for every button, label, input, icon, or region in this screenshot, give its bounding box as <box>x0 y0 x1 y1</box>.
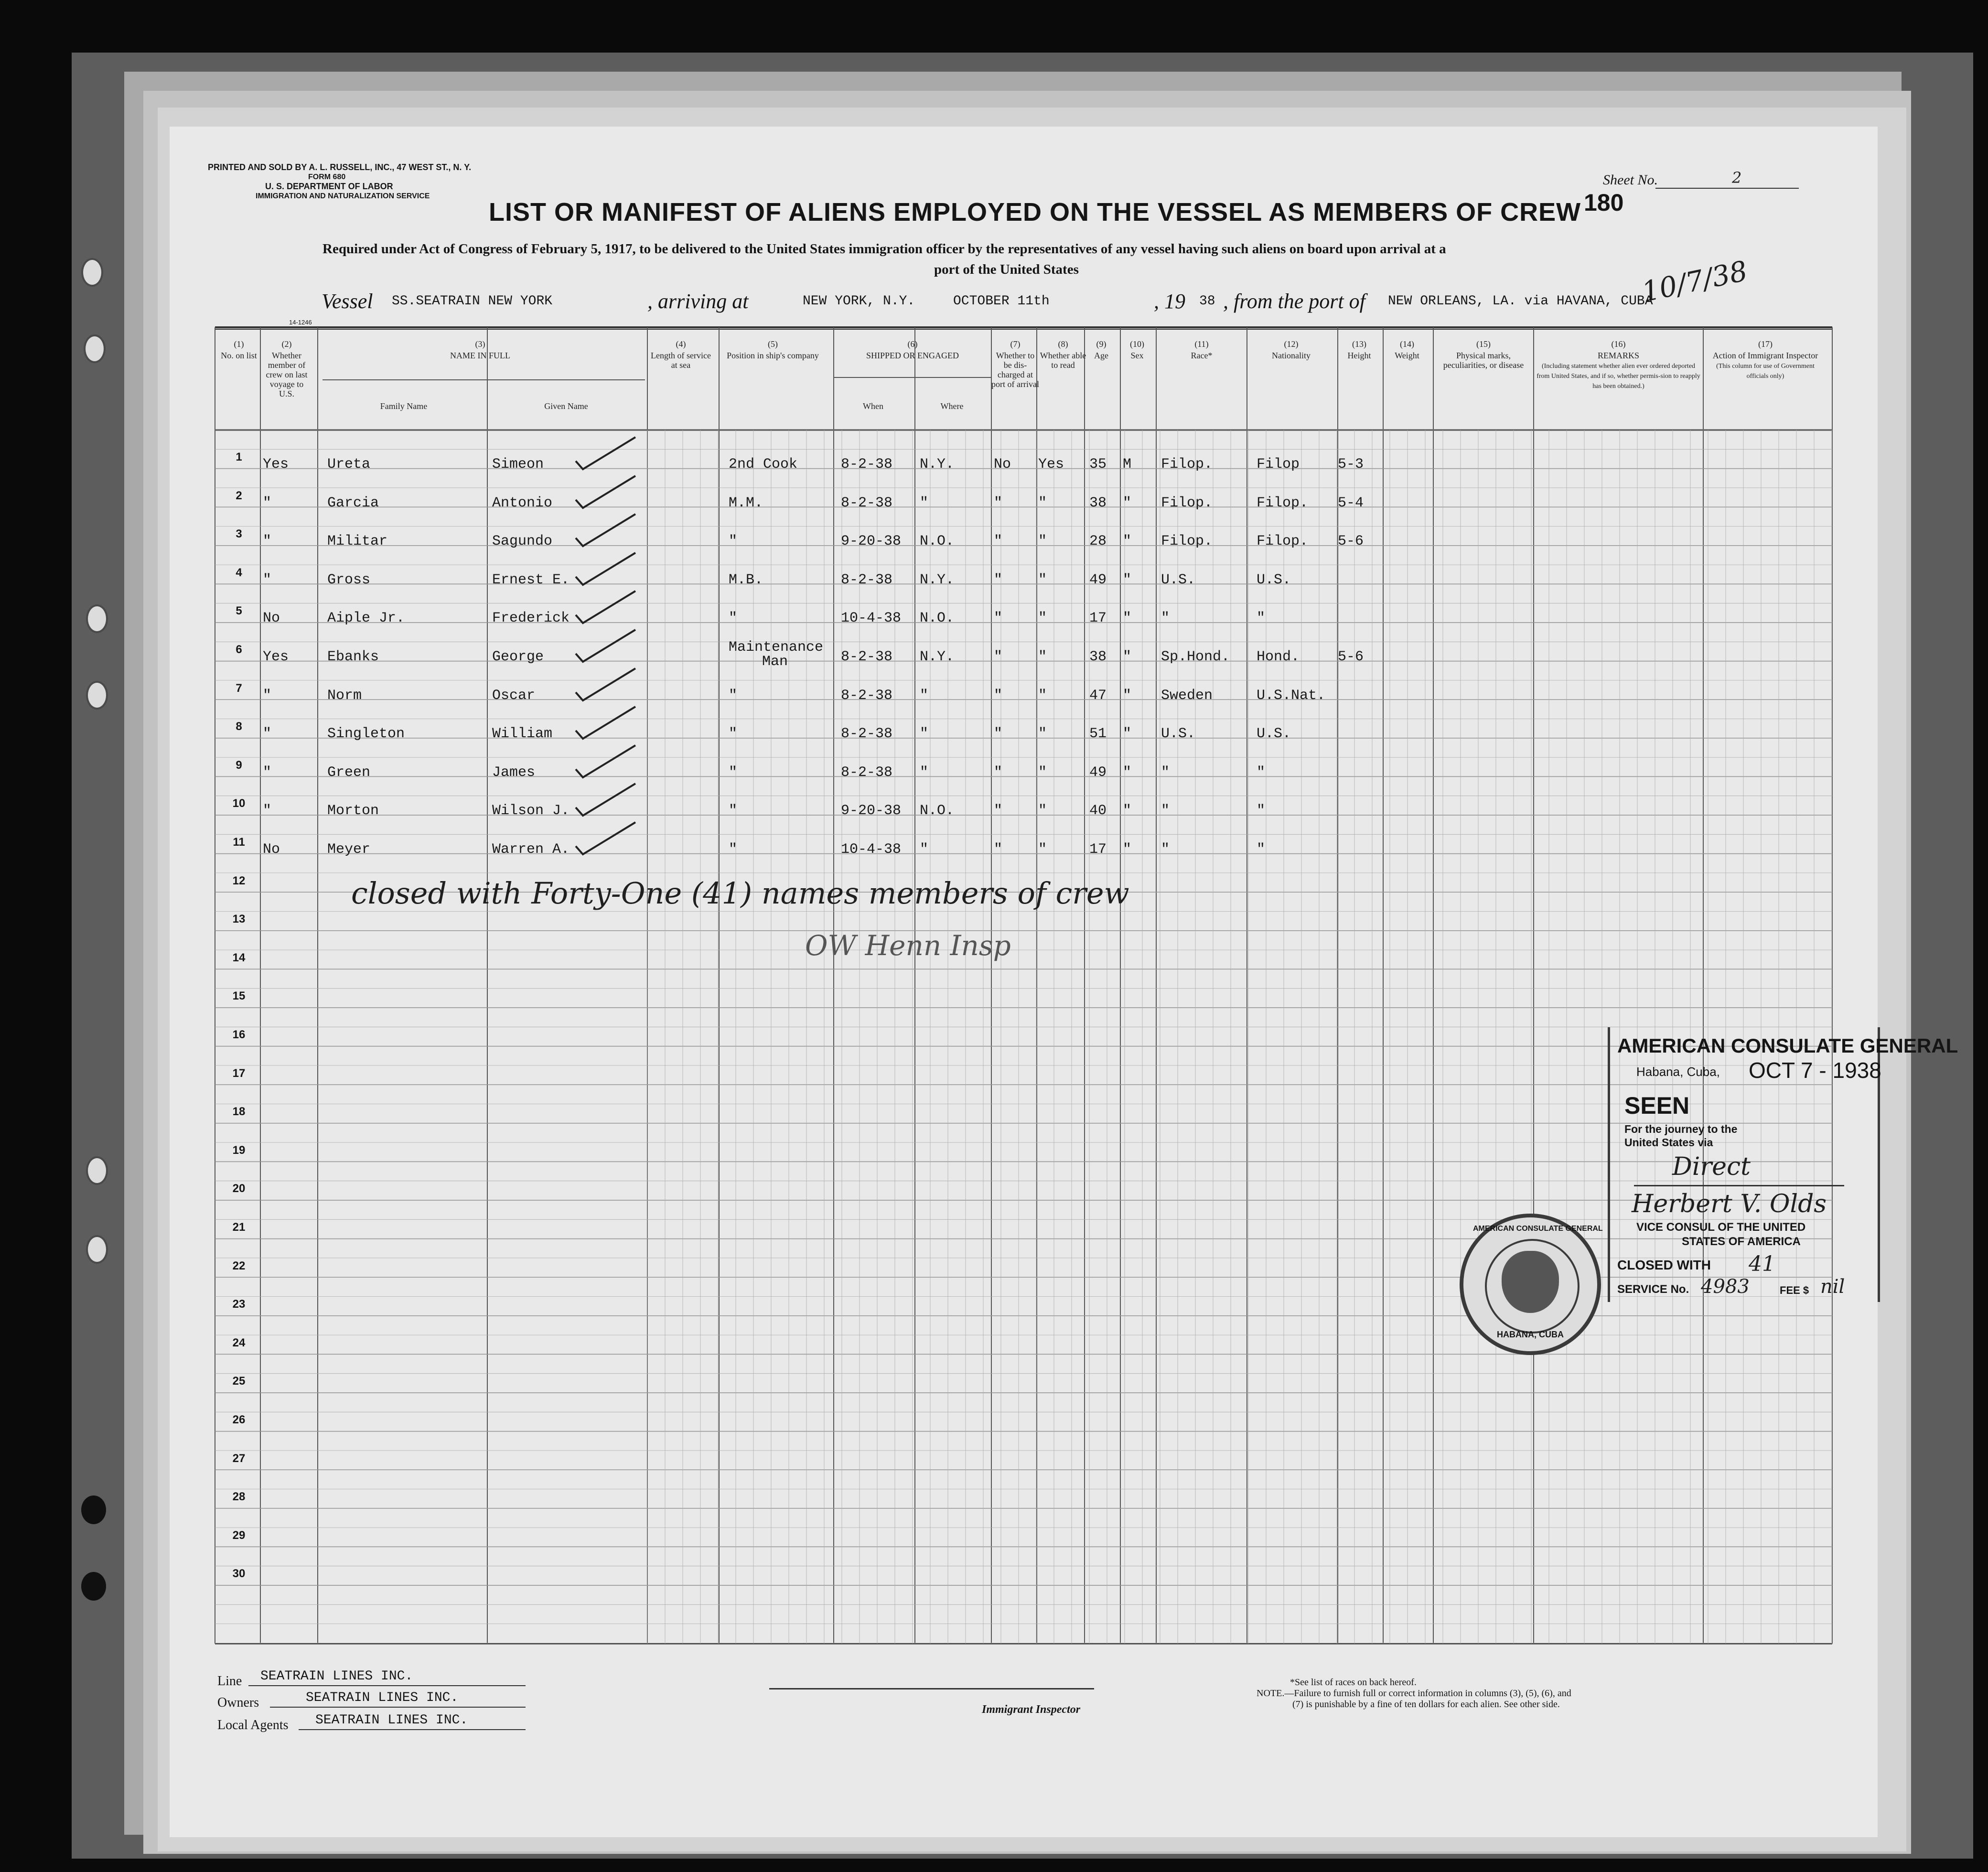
shipped-when-cell: 9-20-38 <box>841 533 902 550</box>
row-number: 4 <box>236 566 242 579</box>
col-header-17: (17) Action of Immigrant Inspector (This column for use of Government officials only) <box>1712 339 1818 380</box>
col-header-2: (2) Whether member of crew on last voyage to U.S. <box>266 339 308 398</box>
arrival-port: NEW YORK, N.Y. <box>803 294 915 309</box>
shipped-where-cell: " <box>920 841 929 858</box>
race-cell: " <box>1161 803 1170 819</box>
race-cell: " <box>1161 841 1170 858</box>
sex-cell: " <box>1123 726 1132 742</box>
shipped-where-cell: N.Y. <box>920 571 955 588</box>
shipped-when-cell: 10-4-38 <box>841 841 902 858</box>
form-code: 14-1246 <box>289 319 312 326</box>
department: U. S. DEPARTMENT OF LABOR <box>265 182 393 191</box>
shipped-when-cell: 8-2-38 <box>841 495 893 511</box>
shipped-where-cell: N.Y. <box>920 456 955 473</box>
footer-owners-label: Owners <box>217 1695 259 1710</box>
shipped-when-cell: 8-2-38 <box>841 726 893 742</box>
col-header-9: (9) Age <box>1094 339 1108 360</box>
col-header-1: (1) No. on list <box>221 339 257 360</box>
given-name-cell: Ernest E. <box>492 571 570 588</box>
col-header-8: (8) Whether able to read <box>1040 339 1086 370</box>
discharged-cell: " <box>994 495 1003 511</box>
row-number: 15 <box>232 990 246 1003</box>
able-to-read-cell: " <box>1038 841 1047 858</box>
binder-hole <box>81 258 103 287</box>
family-name-cell: Gross <box>327 571 371 588</box>
nationality-cell: " <box>1257 841 1266 858</box>
shipped-when-cell: 8-2-38 <box>841 649 893 665</box>
last-voyage-cell: Yes <box>263 456 289 473</box>
shipped-when-cell: 8-2-38 <box>841 456 893 473</box>
check-mark-icon <box>573 666 640 707</box>
family-name-cell: Norm <box>327 687 362 704</box>
consulate-seal <box>1460 1214 1601 1355</box>
row-number: 14 <box>232 951 246 964</box>
stamp-vice-consul: VICE CONSUL OF THE UNITED <box>1636 1221 1806 1234</box>
row-number: 28 <box>232 1490 246 1504</box>
col-header-3-family: Family Name <box>380 401 428 411</box>
footer-owners-value: SEATRAIN LINES INC. <box>306 1690 459 1705</box>
row-number: 13 <box>232 913 246 926</box>
col-header-6-where: Where <box>940 401 964 411</box>
shipped-where-cell: N.O. <box>920 803 955 819</box>
arrival-year: 38 <box>1199 294 1215 309</box>
nationality-cell: U.S. <box>1257 726 1291 742</box>
check-mark-icon <box>573 704 640 745</box>
penalty-note-1: NOTE.—Failure to furnish full or correct information in columns (3), (5), (6), and <box>1257 1688 1571 1699</box>
last-voyage-cell: " <box>263 571 272 588</box>
stamp-closed-label: CLOSED WITH <box>1617 1258 1711 1272</box>
position-cell: " <box>729 764 738 781</box>
vessel-name: SS.SEATRAIN NEW YORK <box>392 294 553 309</box>
footer-agents-value: SEATRAIN LINES INC. <box>315 1713 468 1728</box>
discharged-cell: " <box>994 649 1003 665</box>
race-cell: U.S. <box>1161 571 1196 588</box>
position-cell: M.B. <box>729 571 763 588</box>
check-mark-icon <box>573 473 640 514</box>
row-number: 29 <box>232 1528 246 1542</box>
able-to-read-cell: Yes <box>1038 456 1064 473</box>
able-to-read-cell: " <box>1038 687 1047 704</box>
shipped-when-cell: 8-2-38 <box>841 687 893 704</box>
stamp-closed-value: 41 <box>1749 1252 1775 1276</box>
col-header-10: (10) Sex <box>1130 339 1144 360</box>
nationality-cell: " <box>1257 610 1266 627</box>
departure-port: NEW ORLEANS, LA. via HAVANA, CUBA <box>1388 294 1653 309</box>
age-cell: 28 <box>1089 533 1107 550</box>
year-prefix: , 19 <box>1154 290 1185 313</box>
stamp-date: OCT 7 - 1938 <box>1749 1058 1881 1083</box>
inspector-signature: OW Henn Insp <box>805 929 1011 962</box>
last-voyage-cell: " <box>263 764 272 781</box>
given-name-cell: William <box>492 726 553 742</box>
row-number: 16 <box>232 1028 246 1041</box>
age-cell: 17 <box>1089 841 1107 858</box>
row-number: 11 <box>233 836 245 849</box>
nationality-cell: U.S. <box>1257 571 1291 588</box>
age-cell: 38 <box>1089 649 1107 665</box>
family-name-cell: Ureta <box>327 456 371 473</box>
binder-hole <box>86 1156 108 1185</box>
sex-cell: " <box>1123 495 1132 511</box>
nationality-cell: " <box>1257 803 1266 819</box>
row-number: 24 <box>232 1336 246 1349</box>
discharged-cell: " <box>994 533 1003 550</box>
page-title: LIST OR MANIFEST OF ALIENS EMPLOYED ON THE VESSEL AS MEMBERS OF CREW <box>489 198 1581 226</box>
col-header-3: (3) NAME IN FULL <box>450 339 510 360</box>
race-cell: " <box>1161 610 1170 627</box>
row-number: 12 <box>232 874 246 887</box>
check-mark-icon <box>573 820 640 861</box>
stamp-rule <box>1634 1185 1844 1186</box>
service-name: IMMIGRATION AND NATURALIZATION SERVICE <box>256 192 430 200</box>
col-header-12: (12) Nationality <box>1272 339 1311 360</box>
row-number: 17 <box>232 1066 246 1080</box>
handwritten-date: 10/7/38 <box>1639 254 1751 309</box>
footer-line-label: Line <box>217 1674 242 1689</box>
age-cell: 49 <box>1089 764 1107 781</box>
race-cell: Sp.Hond. <box>1161 649 1230 665</box>
port-label: , from the port of <box>1223 290 1365 313</box>
position-cell: " <box>729 533 738 550</box>
given-name-cell: Frederick <box>492 610 570 627</box>
check-mark-icon <box>573 781 640 822</box>
shipped-where-cell: N.O. <box>920 533 955 550</box>
check-mark-icon <box>573 512 640 552</box>
row-number: 3 <box>236 527 242 541</box>
stamp-city: Habana, Cuba, <box>1636 1065 1720 1079</box>
shipped-when-cell: 10-4-38 <box>841 610 902 627</box>
last-voyage-cell: " <box>263 687 272 704</box>
row-number: 6 <box>236 643 242 656</box>
binder-hole <box>81 1572 106 1601</box>
stamp-seen: SEEN <box>1624 1092 1690 1119</box>
shipped-where-cell: N.Y. <box>920 649 955 665</box>
able-to-read-cell: " <box>1038 495 1047 511</box>
sheet-rule <box>1655 188 1799 189</box>
race-cell: Sweden <box>1161 687 1213 704</box>
sex-cell: " <box>1123 571 1132 588</box>
form-number: FORM 680 <box>308 173 346 181</box>
seal-bottom-text: HABANA, CUBA <box>1497 1330 1564 1339</box>
sex-cell: " <box>1123 533 1132 550</box>
last-voyage-cell: No <box>263 610 280 627</box>
stamp-fee-value: nil <box>1820 1276 1845 1298</box>
height-cell: 5-6 <box>1338 533 1364 550</box>
handwritten-page-number: 180 <box>1584 189 1624 216</box>
family-name-cell: Green <box>327 764 371 781</box>
row-number: 1 <box>236 451 242 463</box>
col-header-11: (11) Race* <box>1191 339 1213 360</box>
binder-hole <box>84 334 106 363</box>
row-number: 2 <box>236 489 242 502</box>
position-cell: " <box>729 841 738 858</box>
row-number: 8 <box>236 720 242 733</box>
sex-cell: " <box>1123 649 1132 665</box>
given-name-cell: Warren A. <box>492 841 570 858</box>
shipped-when-cell: 8-2-38 <box>841 764 893 781</box>
position-cell: Maintenance <box>729 639 824 656</box>
penalty-note-2: (7) is punishable by a fine of ten dollars for each alien. See other side. <box>1292 1699 1560 1710</box>
stamp-states: STATES OF AMERICA <box>1682 1235 1801 1248</box>
footer-line-value: SEATRAIN LINES INC. <box>260 1669 413 1684</box>
arrival-date: OCTOBER 11th <box>953 294 1050 309</box>
eagle-emblem <box>1502 1251 1559 1313</box>
col-header-6-when: When <box>863 401 883 411</box>
sex-cell: " <box>1123 803 1132 819</box>
family-name-cell: Meyer <box>327 841 371 858</box>
check-mark-icon <box>573 627 640 668</box>
handwritten-closing-note: closed with Forty-One (41) names members of crew <box>351 876 1129 911</box>
row-number: 18 <box>232 1105 246 1119</box>
shipped-where-cell: " <box>920 495 929 511</box>
able-to-read-cell: " <box>1038 571 1047 588</box>
race-cell: " <box>1161 764 1170 781</box>
last-voyage-cell: " <box>263 803 272 819</box>
col-header-15: (15) Physical marks, peculiarities, or disease <box>1443 339 1524 370</box>
nationality-cell: Filop <box>1257 456 1300 473</box>
able-to-read-cell: " <box>1038 726 1047 742</box>
sex-cell: " <box>1123 764 1132 781</box>
position-cell: " <box>729 726 738 742</box>
row-number: 10 <box>232 797 246 810</box>
age-cell: 47 <box>1089 687 1107 704</box>
nationality-cell: Filop. <box>1257 495 1309 511</box>
shipped-when-cell: 9-20-38 <box>841 803 902 819</box>
row-number: 7 <box>236 681 242 695</box>
col-header-13: (13) Height <box>1347 339 1371 360</box>
able-to-read-cell: " <box>1038 649 1047 665</box>
nationality-cell: " <box>1257 764 1266 781</box>
position-cell: M.M. <box>729 495 763 511</box>
last-voyage-cell: " <box>263 726 272 742</box>
discharged-cell: " <box>994 803 1003 819</box>
footer-owners-rule <box>270 1707 526 1708</box>
last-voyage-cell: " <box>263 495 272 511</box>
nationality-cell: U.S.Nat. <box>1257 687 1326 704</box>
races-note: *See list of races on back hereof. <box>1290 1677 1417 1688</box>
sex-cell: M <box>1123 456 1132 473</box>
given-name-cell: Antonio <box>492 495 553 511</box>
position-cell: " <box>729 803 738 819</box>
subtitle-line-1: Required under Act of Congress of February 5, 1917, to be delivered to the United States immigration officer by the representatives of any vessel having such aliens on board upon arrival at a <box>322 241 1446 257</box>
age-cell: 38 <box>1089 495 1107 511</box>
row-number: 20 <box>232 1182 246 1195</box>
seal-top-text: AMERICAN CONSULATE GENERAL <box>1473 1225 1603 1233</box>
able-to-read-cell: " <box>1038 610 1047 627</box>
col-header-16: (16) REMARKS (Including statement whether alien ever ordered deported from United States, and if so, whether permis-sion to reapply has been obtained.) <box>1537 339 1700 390</box>
footer-agents-rule <box>299 1729 526 1730</box>
able-to-read-cell: " <box>1038 533 1047 550</box>
given-name-cell: Wilson J. <box>492 803 570 819</box>
row-number: 23 <box>232 1298 246 1311</box>
stamp-title: AMERICAN CONSULATE GENERAL <box>1617 1034 1958 1057</box>
last-voyage-cell: Yes <box>263 649 289 665</box>
row-number: 9 <box>236 758 242 772</box>
row-number: 30 <box>232 1567 246 1581</box>
sheet-label: Sheet No. <box>1603 172 1658 188</box>
arriving-label: , arriving at <box>647 290 749 313</box>
inspector-signature-rule <box>769 1688 1094 1689</box>
row-number: 5 <box>236 604 242 618</box>
discharged-cell: " <box>994 841 1003 858</box>
age-cell: 51 <box>1089 726 1107 742</box>
family-name-cell: Militar <box>327 533 388 550</box>
shipped-when-cell: 8-2-38 <box>841 571 893 588</box>
position-cell-line-2: Man <box>762 654 788 670</box>
footer-agents-label: Local Agents <box>217 1718 289 1732</box>
row-number: 22 <box>232 1259 246 1272</box>
stamp-united-states: United States via <box>1624 1136 1713 1149</box>
col-header-5: (5) Position in ship's company <box>727 339 819 360</box>
given-name-cell: James <box>492 764 536 781</box>
sex-cell: " <box>1123 841 1132 858</box>
stamp-fee-label: FEE $ <box>1780 1284 1809 1296</box>
row-number: 27 <box>232 1452 246 1465</box>
age-cell: 40 <box>1089 803 1107 819</box>
stamp-journey: For the journey to the <box>1624 1123 1738 1135</box>
height-cell: 5-3 <box>1338 456 1364 473</box>
sex-cell: " <box>1123 610 1132 627</box>
race-cell: U.S. <box>1161 726 1196 742</box>
age-cell: 17 <box>1089 610 1107 627</box>
check-mark-icon <box>573 435 640 475</box>
height-cell: 5-6 <box>1338 649 1364 665</box>
row-number: 19 <box>232 1143 246 1157</box>
col-header-7: (7) Whether to be dis-charged at port of arrival <box>991 339 1039 389</box>
binder-hole <box>86 681 108 710</box>
col-header-6: (6) SHIPPED OR ENGAGED <box>866 339 959 360</box>
family-name-cell: Singleton <box>327 726 405 742</box>
shipped-where-cell: N.O. <box>920 610 955 627</box>
check-mark-icon <box>573 743 640 784</box>
given-name-cell: George <box>492 649 544 665</box>
row-number: 21 <box>232 1221 246 1234</box>
shipped-where-cell: " <box>920 764 929 781</box>
shipped-where-cell: " <box>920 726 929 742</box>
vice-consul-signature: Herbert V. Olds <box>1632 1190 1827 1218</box>
last-voyage-cell: No <box>263 841 280 858</box>
binder-hole <box>86 1235 108 1264</box>
position-cell: " <box>729 610 738 627</box>
discharged-cell: " <box>994 726 1003 742</box>
nationality-cell: Filop. <box>1257 533 1309 550</box>
discharged-cell: No <box>994 456 1011 473</box>
nationality-cell: Hond. <box>1257 649 1300 665</box>
stamp-via-value: Direct <box>1672 1152 1751 1181</box>
row-number: 26 <box>232 1413 246 1426</box>
family-name-cell: Aiple Jr. <box>327 610 405 627</box>
race-cell: Filop. <box>1161 533 1213 550</box>
inspector-label: Immigrant Inspector <box>982 1703 1081 1716</box>
discharged-cell: " <box>994 764 1003 781</box>
vessel-label: Vessel <box>322 290 373 313</box>
race-cell: Filop. <box>1161 495 1213 511</box>
row-number: 25 <box>232 1375 246 1388</box>
consulate-stamp <box>1608 1027 1958 1302</box>
family-name-cell: Garcia <box>327 495 379 511</box>
height-cell: 5-4 <box>1338 495 1364 511</box>
last-voyage-cell: " <box>263 533 272 550</box>
footer-line-rule <box>248 1685 526 1686</box>
race-cell: Filop. <box>1161 456 1213 473</box>
given-name-cell: Sagundo <box>492 533 553 550</box>
given-name-cell: Oscar <box>492 687 536 704</box>
family-name-cell: Morton <box>327 803 379 819</box>
age-cell: 35 <box>1089 456 1107 473</box>
manifest-page <box>170 127 1958 1837</box>
binder-hole <box>81 1495 106 1524</box>
printer-line: PRINTED AND SOLD BY A. L. RUSSELL, INC., 47 WEST ST., N. Y. <box>208 162 472 172</box>
discharged-cell: " <box>994 610 1003 627</box>
position-cell: " <box>729 687 738 704</box>
discharged-cell: " <box>994 571 1003 588</box>
check-mark-icon <box>573 550 640 591</box>
age-cell: 49 <box>1089 571 1107 588</box>
sheet-number: 2 <box>1732 169 1742 187</box>
given-name-cell: Simeon <box>492 456 544 473</box>
stamp-service-label: SERVICE No. <box>1617 1283 1689 1296</box>
col-header-4: (4) Length of service at sea <box>651 339 711 370</box>
col-header-14: (14) Weight <box>1395 339 1419 360</box>
check-mark-icon <box>573 589 640 629</box>
stamp-service-value: 4983 <box>1701 1276 1750 1298</box>
subtitle-line-2: port of the United States <box>934 262 1079 277</box>
able-to-read-cell: " <box>1038 803 1047 819</box>
sex-cell: " <box>1123 687 1132 704</box>
discharged-cell: " <box>994 687 1003 704</box>
family-name-cell: Ebanks <box>327 649 379 665</box>
position-cell: 2nd Cook <box>729 456 798 473</box>
col-header-3-given: Given Name <box>544 401 588 411</box>
binder-hole <box>86 604 108 633</box>
shipped-where-cell: " <box>920 687 929 704</box>
able-to-read-cell: " <box>1038 764 1047 781</box>
